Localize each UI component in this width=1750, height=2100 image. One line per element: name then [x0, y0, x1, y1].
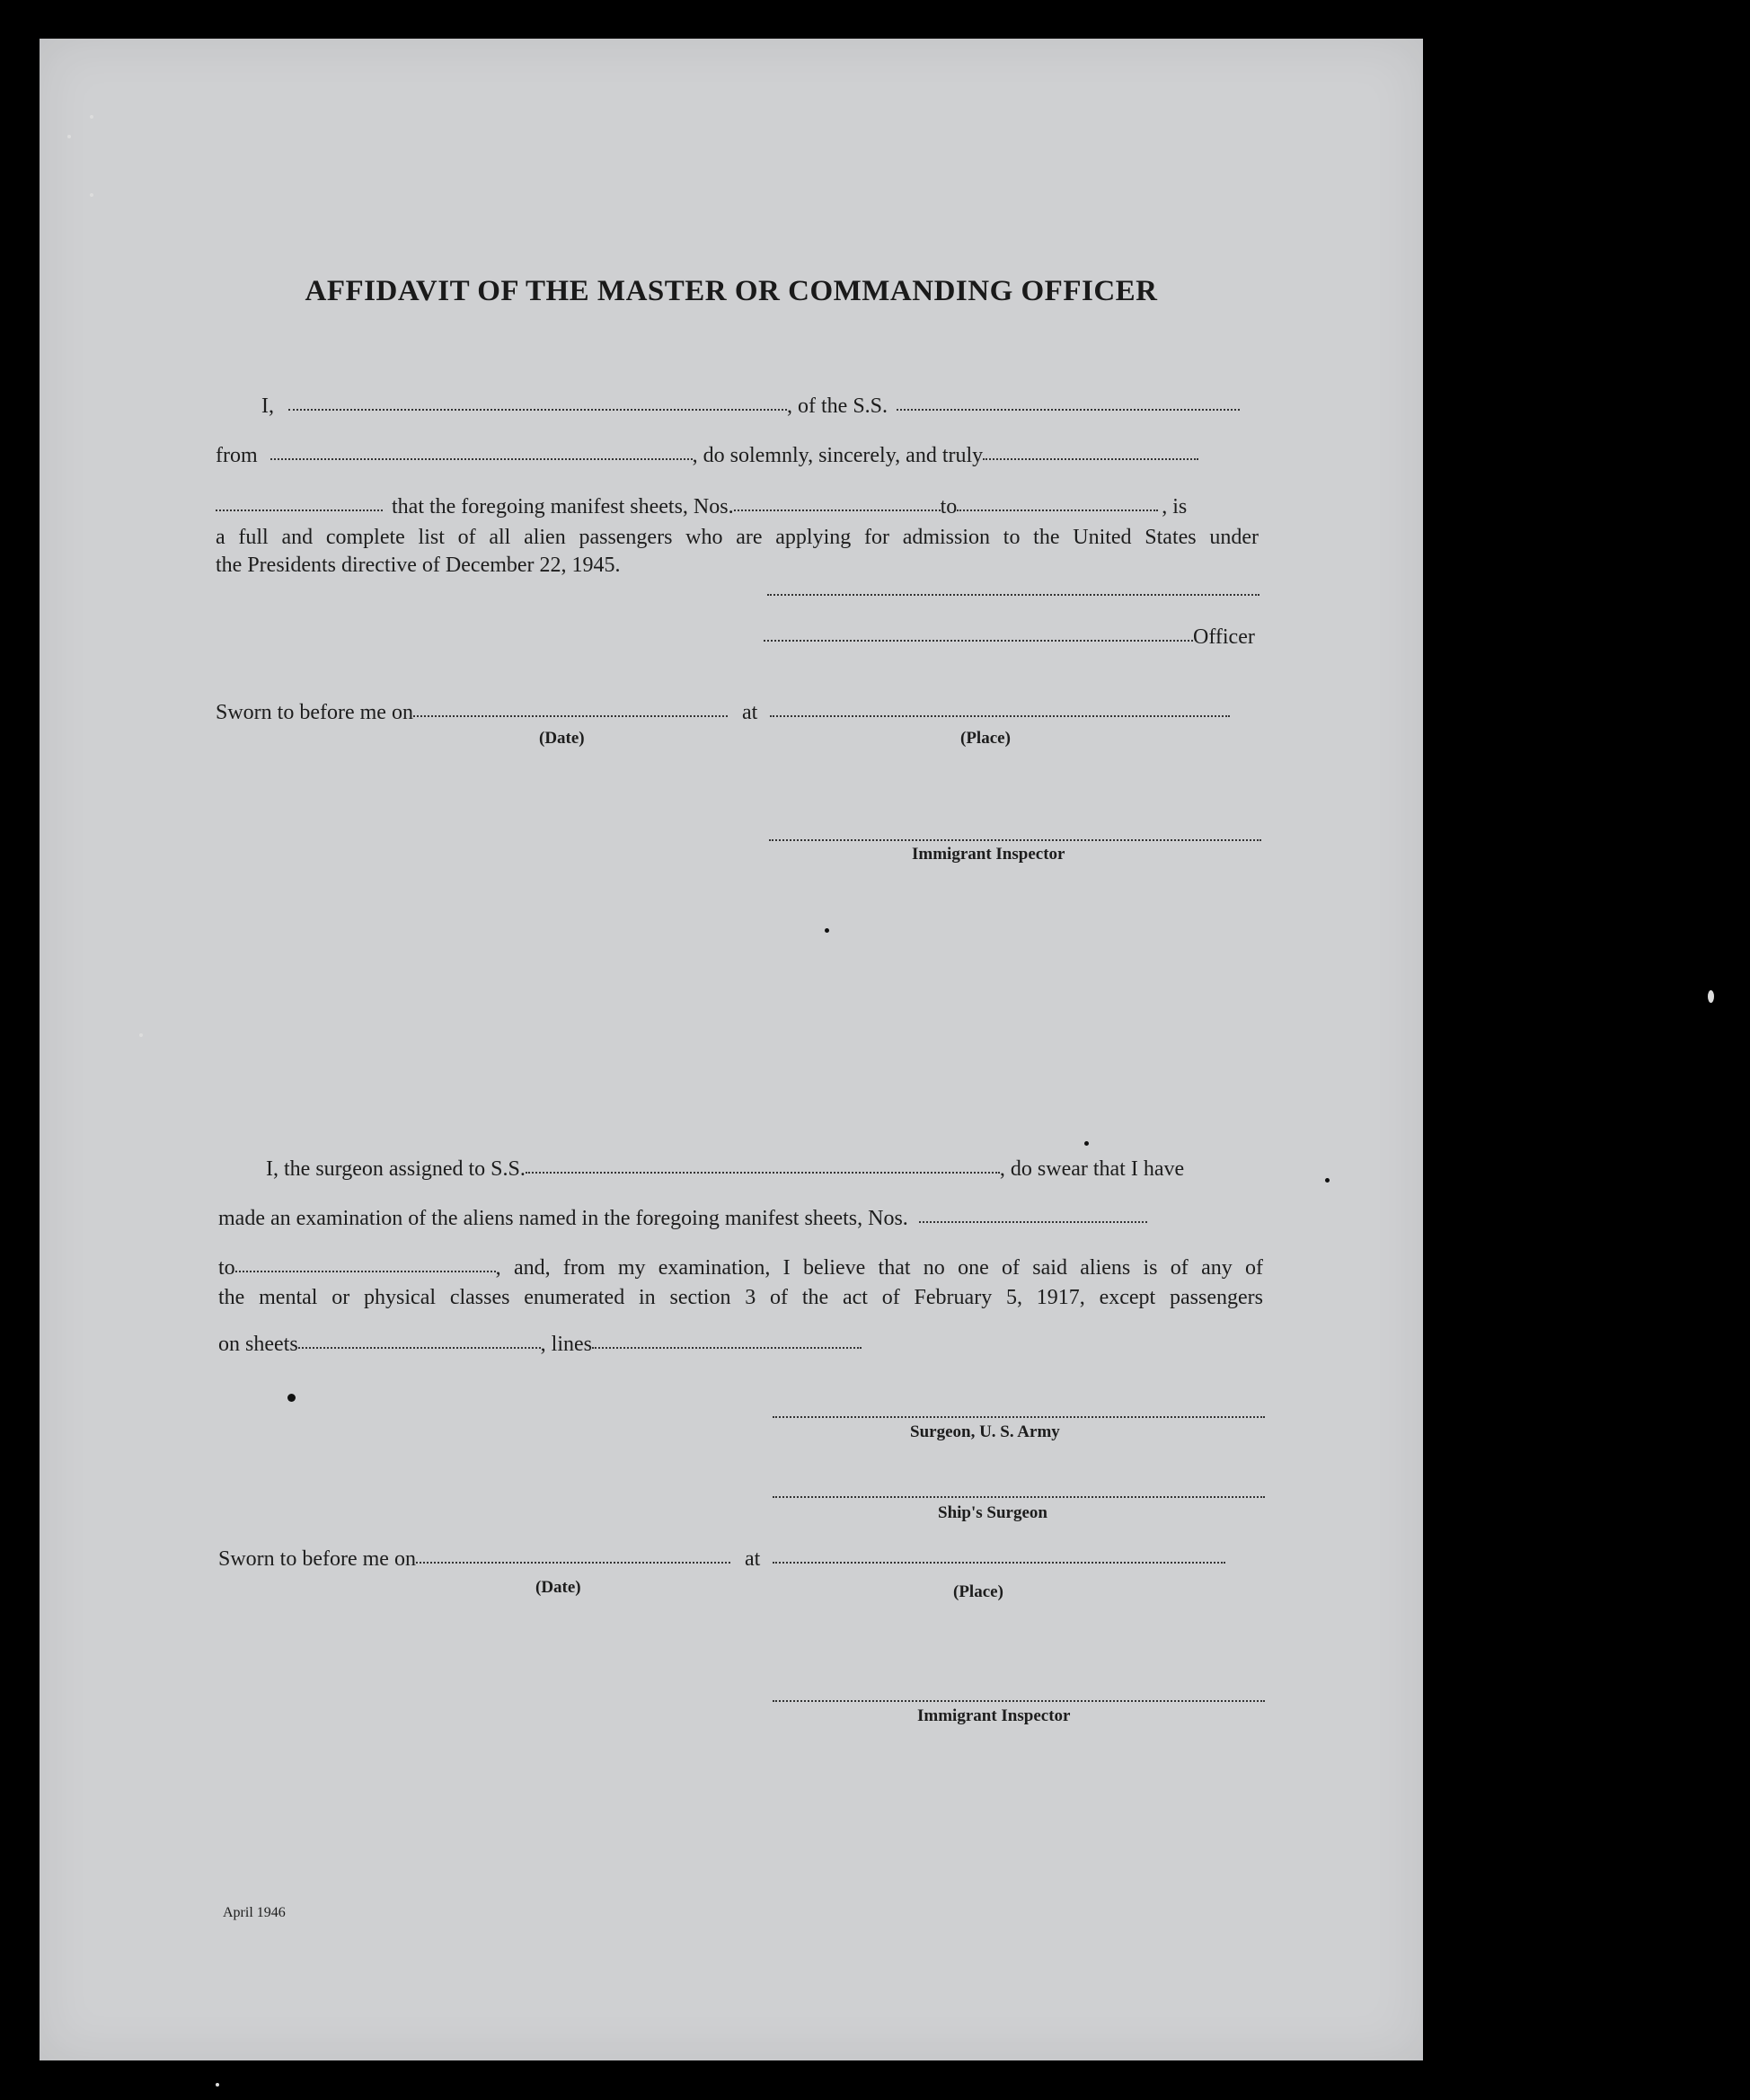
margin-speck — [1708, 990, 1714, 1003]
surgeon-line-1 — [266, 1157, 1184, 1182]
manifest-from-field[interactable] — [734, 509, 941, 511]
ship-name-field[interactable] — [897, 408, 1240, 411]
surgeon-line-3-to: to — [218, 1256, 235, 1280]
ink-speck — [287, 1394, 296, 1402]
ink-speck — [825, 928, 829, 933]
sworn-2-date-field[interactable] — [416, 1561, 730, 1564]
form-date: April 1946 — [223, 1905, 286, 1920]
sworn-2-place-field[interactable] — [773, 1561, 1225, 1564]
margin-speck — [90, 193, 93, 197]
surgeon-line-1-prefix: I, the surgeon assigned to S.S. — [266, 1157, 526, 1181]
army-surgeon-caption: Surgeon, U. S. Army — [910, 1422, 1060, 1441]
surgeon-line-3 — [218, 1256, 1263, 1280]
sworn-1-place-caption: (Place) — [960, 729, 1011, 748]
sworn-2-date-caption: (Date) — [535, 1578, 581, 1597]
surgeon-ship-field[interactable] — [526, 1171, 1000, 1174]
surgeon-line-2 — [218, 1207, 1147, 1231]
inspector-1-caption: Immigrant Inspector — [912, 845, 1065, 864]
master-line-3-suffix: , is — [1162, 495, 1188, 518]
sworn-1-date-field[interactable] — [413, 714, 728, 717]
surgeon-line-5-prefix: on sheets — [218, 1333, 298, 1356]
manifest-to-field[interactable] — [957, 509, 1158, 511]
document-page — [40, 39, 1423, 2060]
surgeon-manifest-to-field[interactable] — [235, 1270, 496, 1272]
margin-speck — [139, 1033, 143, 1037]
sworn-1-at: at — [741, 701, 758, 724]
document-title: AFFIDAVIT OF THE MASTER OR COMMANDING OFFICER — [305, 275, 1158, 307]
ship-surgeon-signature-line[interactable] — [773, 1496, 1265, 1498]
officer-signature-field[interactable] — [764, 639, 1193, 642]
master-line-3-to: to — [940, 495, 958, 518]
departure-port-field[interactable] — [270, 457, 693, 460]
officer-label: Officer — [1193, 625, 1255, 649]
sworn-1-place-field[interactable] — [770, 714, 1230, 717]
surgeon-line-3-text: , and, from my examination, I believe that no one of said aliens is of any of — [495, 1256, 1263, 1280]
except-lines-field[interactable] — [592, 1346, 862, 1349]
margin-speck — [216, 2083, 219, 2087]
sworn-1-date-caption: (Date) — [539, 729, 585, 748]
inspector-1-signature-line[interactable] — [769, 839, 1261, 841]
master-line-1-suffix: , of the S.S. — [787, 394, 888, 418]
except-sheets-field[interactable] — [298, 1346, 541, 1349]
master-name-field[interactable] — [288, 408, 787, 411]
surgeon-line-1-suffix: , do swear that I have — [999, 1157, 1185, 1181]
surgeon-line-5-lines: , lines — [540, 1333, 592, 1356]
sworn-2-at: at — [744, 1547, 761, 1571]
sworn-line-2 — [218, 1547, 1225, 1572]
surgeon-line-5 — [218, 1333, 862, 1357]
inspector-2-signature-line[interactable] — [773, 1700, 1265, 1702]
surgeon-line-2-text: made an examination of the aliens named in the foregoing manifest sheets, Nos. — [218, 1207, 908, 1230]
ink-speck — [1325, 1178, 1330, 1183]
master-line-2-prefix: from — [216, 444, 258, 467]
master-line-2-suffix: , do solemnly, sincerely, and truly — [692, 444, 984, 467]
master-signature-line[interactable] — [767, 594, 1259, 596]
army-surgeon-signature-line[interactable] — [773, 1416, 1265, 1418]
master-line-1-prefix: I, — [261, 394, 274, 418]
sworn-1-label: Sworn to before me on — [216, 701, 413, 724]
sworn-2-place-caption: (Place) — [953, 1582, 1003, 1601]
master-line-3 — [216, 495, 1187, 519]
officer-line — [764, 625, 1255, 650]
master-line-5: the Presidents directive of December 22, 1945. — [216, 554, 621, 577]
master-line-2 — [216, 444, 1198, 468]
master-line-3-text: that the foregoing manifest sheets, Nos. — [392, 495, 734, 518]
sworn-2-label: Sworn to before me on — [218, 1547, 416, 1571]
master-line-4: a full and complete list of all alien passengers who are applying for admission to the United States under — [216, 526, 1259, 549]
ship-surgeon-caption: Ship's Surgeon — [938, 1503, 1047, 1522]
margin-speck — [67, 135, 71, 138]
ink-speck — [1084, 1141, 1089, 1146]
oath-type-field[interactable] — [983, 457, 1198, 460]
sworn-line-1 — [216, 701, 1230, 725]
margin-speck — [90, 115, 93, 119]
surgeon-line-4: the mental or physical classes enumerated in section 3 of the act of February 5, 1917, except passengers — [218, 1286, 1263, 1309]
surgeon-manifest-from-field[interactable] — [919, 1220, 1147, 1223]
oath-word-field[interactable] — [216, 509, 383, 511]
inspector-2-caption: Immigrant Inspector — [917, 1706, 1071, 1725]
master-line-1 — [261, 394, 1240, 419]
